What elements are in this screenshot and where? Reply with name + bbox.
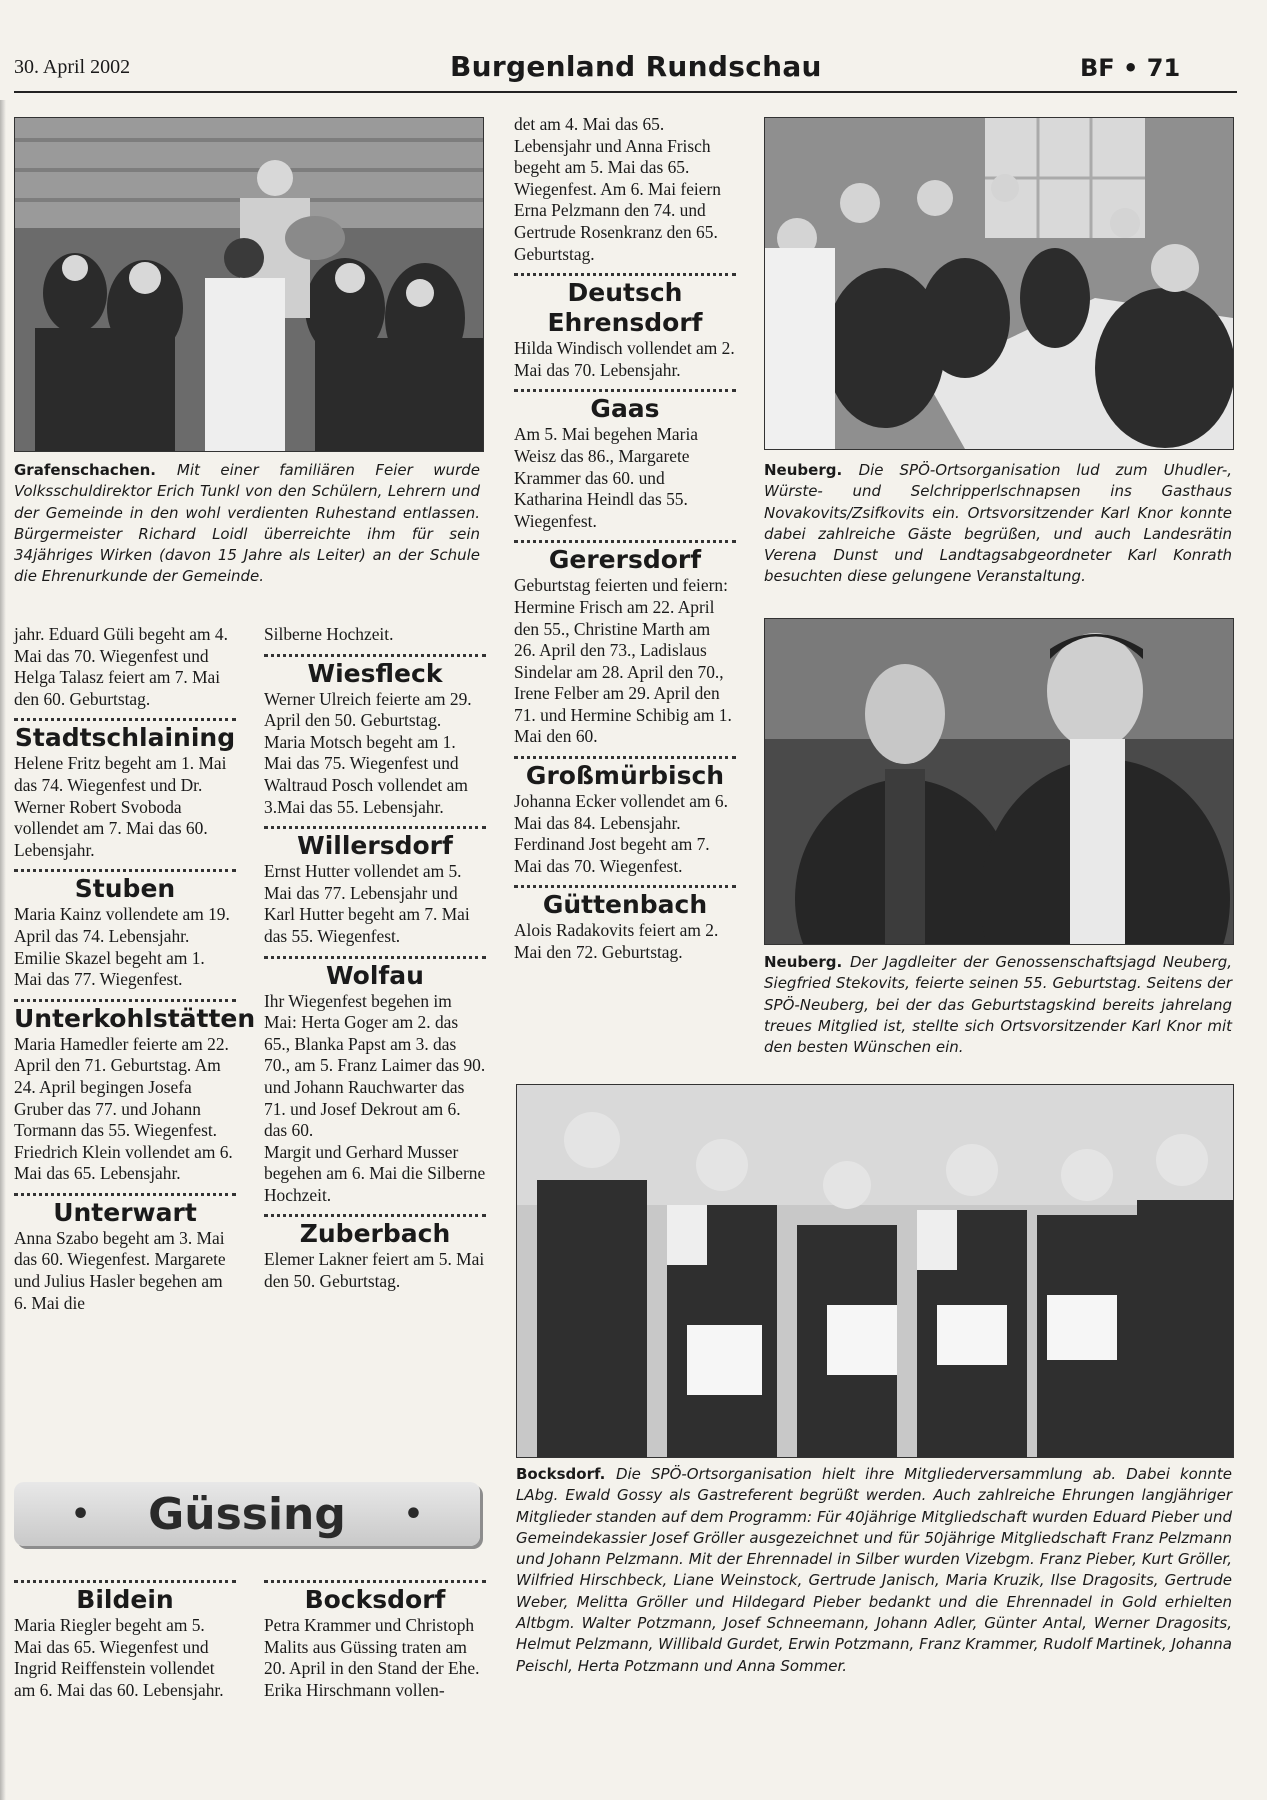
caption-grafenschachen: [14, 460, 480, 588]
photo-bocksdorf: [516, 1084, 1234, 1458]
column-bildein: [14, 1572, 236, 1701]
article-text: Geburtstag feierten und feiern: Hermine Frisch am 22. April den 55., Christine Marth am 26. April den 73., Ladislaus Sindelar am 28. April den 70., Irene Felber am 29. April den 71. und Hermine Schibig am 1. Mai den 60.: [514, 575, 732, 747]
article-text: Helene Fritz begeht am 1. Mai das 74. Wiegenfest und Dr. Werner Robert Svoboda vollendet am 7. Mai das 60. Lebensjahr.: [14, 753, 227, 860]
region-title: Güssing: [148, 1488, 346, 1540]
article-text: Petra Krammer und Christoph Malits aus Güssing traten am 20. April in den Stand der Ehe.: [264, 1615, 480, 1679]
dotted-divider: [264, 1580, 486, 1583]
section-heading: Großmürbisch: [525, 761, 725, 791]
section-heading: Zuberbach: [299, 1219, 451, 1249]
section-heading: Bocksdorf: [304, 1585, 446, 1614]
column-1: [14, 624, 256, 1314]
caption-place: Neuberg.: [764, 461, 859, 479]
page-number: BF • 71: [1080, 54, 1181, 82]
dotted-divider: [264, 1214, 486, 1217]
article-text: Anna Szabo begeht am 3. Mai das 60. Wiegenfest. Margarete und Julius Hasler begehen am 6. Mai die: [14, 1227, 226, 1313]
dotted-divider: [514, 885, 736, 888]
dotted-divider: [264, 956, 486, 959]
article-text: Maria Motsch begeht am 1. Mai das 75. Wiegenfest und Waltraud Posch vollendet am 3.Mai das 55. Lebensjahr.: [264, 731, 468, 817]
section-heading: Wiesfleck: [307, 658, 443, 688]
article-text: Ihr Wiegenfest begehen im Mai: Herta Goger am 2. das 65., Blanka Papst am 3. das 70., am 5. Franz Laimer das 90. und Johann Rauchwarter das 71. und Josef Dekrout am 6. das 60.: [264, 990, 486, 1141]
caption-bocksdorf: [516, 1464, 1232, 1677]
section-heading: Wolfau: [326, 960, 424, 990]
article-text: jahr. Eduard Güli begeht am 4. Mai das 70. Wiegenfest und Helga Talasz feiert am 7. Mai den 60. Geburtstag.: [14, 624, 228, 709]
article-text: Friedrich Klein vollendet am 6. Mai das 65. Lebensjahr.: [14, 1141, 233, 1184]
dotted-divider: [514, 389, 736, 392]
caption-neuberg-jagdleiter: [764, 952, 1232, 1058]
column-bocksdorf: [264, 1572, 486, 1701]
section-heading: Willersdorf: [297, 831, 453, 861]
article-text: Alois Radakovits feiert am 2. Mai den 72. Geburtstag.: [514, 920, 719, 963]
caption-text: Die SPÖ-Ortsorganisation hielt ihre Mitgliederversammlung ab. Dabei konnte LAbg. Ewald Gossy als Gastreferent begrüßt werden. Auch zahlreiche Ehrungen langjähriger Mitglieder standen auf dem Programm: Für 40jährige Mitgliedschaft wurden Eduard Pieber und Gemeindekassier Josef Gröller ausgezeichnet und für 50jährige Mitgliedschaft Franz Pelzmann und Johann Pelzmann. Mit der Ehrennadel in Silber wurden Vizebgm. Franz Pieber, Kurt Gröller, Wilfried Hirschbeck, Liane Weinstock, Gertrude Janisch, Maria Kruzik, Ilse Dragosits, Gertrude Weber, Melitta Gröller und Hildegard Pieber bedankt und die Ehrennadel in Gold erhielten Altbgm. Walter Potzmann, Josef Schneemann, Johann Adler, Günter Antal, Werner Dragosits, Helmut Pelzmann, Willibald Gurdet, Erwin Potzmann, Franz Krammer, Rudolf Martinek, Johanna Peischl, Herta Potzmann und Anna Sommer.: [516, 1465, 1232, 1675]
bullet-icon: •: [70, 1496, 91, 1532]
dotted-divider: [14, 718, 236, 721]
scan-edge: [0, 100, 6, 1800]
dotted-divider: [14, 1580, 236, 1583]
photo-neuberg-jagdleiter: [764, 618, 1234, 945]
caption-neuberg-schnapsen: [764, 460, 1232, 588]
caption-place: Grafenschachen.: [14, 461, 177, 479]
article-text: Margit und Gerhard Musser begehen am 6. Mai die Silberne Hochzeit.: [264, 1141, 486, 1205]
dotted-divider: [14, 999, 236, 1002]
article-text: Johanna Ecker vollendet am 6. Mai das 84. Lebensjahr. Ferdinand Jost begeht am 7. Mai das 70. Wiegenfest.: [514, 791, 728, 876]
issue-date: 30. April 2002: [14, 56, 131, 78]
newspaper-title: Burgenland Rundschau: [450, 50, 822, 83]
article-text: Hilda Windisch vollendet am 2. Mai das 70. Lebensjahr.: [514, 338, 735, 380]
dotted-divider: [14, 869, 236, 872]
article-text: det am 4. Mai das 65. Lebensjahr und Anna Frisch begeht am 5. Mai das 65. Wiegenfest. Am 6. Mai feiern Erna Pelzmann den 74. und Gertrude Rosenkranz den 65. Geburtstag.: [514, 114, 721, 264]
caption-text: Der Jagdleiter der Genossenschaftsjagd Neuberg, Siegfried Stekovits, feierte seinen 55. Geburtstag. Seitens der SPÖ-Neuberg, bei der das Geburtstagskind bereits jahrelang treues Mitglied ist, stellte sich Ortsvorsitzender Karl Knor mit den besten Wünschen ein.: [764, 953, 1232, 1057]
caption-text: Die SPÖ-Ortsorganisation lud zum Uhudler-, Würste- und Selchripperlschnapsen ins Gasthaus Novakovits/Zsifkovits ein. Ortsvorsitzender Karl Knor konnte dabei zahlreiche Gäste begrüßen, und auch Landesrätin Verena Dunst und Landtagsabgeordneter Karl Konrath besuchten diese gelungene Veranstaltung.: [764, 461, 1233, 586]
section-heading: Güttenbach: [542, 890, 708, 920]
article-text: Silberne Hochzeit.: [264, 624, 394, 644]
article-text: Werner Ulreich feierte am 29. April den 50. Geburtstag.: [264, 688, 472, 731]
article-text: Maria Riegler begeht am 5. Mai das 65. Wiegenfest und Ingrid Reiffenstein vollendet am 6. Mai das 60. Lebensjahr.: [14, 1615, 224, 1700]
photo-grafenschachen: [14, 117, 484, 452]
caption-place: Neuberg.: [764, 953, 850, 971]
section-heading: Gerersdorf: [548, 545, 702, 575]
section-heading: Deutsch Ehrensdorf: [547, 278, 703, 338]
article-text: Am 5. Mai begehen Maria Weisz das 86., Margarete Krammer das 60. und Katharina Heindl das 55. Wiegenfest.: [514, 424, 698, 531]
caption-text: Mit einer familiären Feier wurde Volksschuldirektor Erich Tunkl von den Schülern, Lehrern und der Gemeinde in den wohl verdienten Ruhestand entlassen. Bürgermeister Richard Loidl überreichte ihm für sein 34jähriges Wirken (davon 15 Jahre als Leiter) an der Schule die Ehrenurkunde der Gemeinde.: [14, 461, 480, 586]
bullet-icon: •: [403, 1496, 424, 1532]
article-text: Maria Kainz vollendete am 19. April das 74. Lebensjahr.: [14, 904, 230, 946]
section-heading: Unterkohlstätten: [14, 1003, 256, 1033]
column-3: [514, 114, 736, 964]
caption-place: Bocksdorf.: [516, 1465, 616, 1483]
dotted-divider: [514, 273, 736, 276]
header-rule: [14, 91, 1237, 93]
article-text: Emilie Skazel begeht am 1. Mai das 77. Wiegenfest.: [14, 947, 205, 990]
section-heading: Bildein: [76, 1585, 174, 1614]
dotted-divider: [514, 540, 736, 543]
column-2: [264, 624, 486, 1293]
article-text: Maria Hamedler feierte am 22. April den 71. Geburtstag. Am 24. April begingen Josefa Gruber das 77. und Johann Tormann das 55. Wiegenfest.: [14, 1033, 229, 1141]
article-text: Erika Hirschmann vollen-: [264, 1679, 445, 1700]
dotted-divider: [264, 654, 486, 657]
article-text: Ernst Hutter vollendet am 5. Mai das 77. Lebensjahr und Karl Hutter begeht am 7. Mai das 55. Wiegenfest.: [264, 861, 470, 946]
region-banner-guessing: [14, 1482, 480, 1546]
dotted-divider: [14, 1193, 236, 1196]
photo-neuberg-schnapsen: [764, 117, 1234, 450]
section-heading: Unterwart: [53, 1197, 197, 1227]
article-text: Elemer Lakner feiert am 5. Mai den 50. Geburtstag.: [264, 1249, 485, 1292]
section-heading: Stadtschlaining: [14, 723, 236, 753]
section-heading: Stuben: [74, 874, 176, 904]
section-heading: Gaas: [590, 394, 660, 424]
dotted-divider: [264, 826, 486, 829]
dotted-divider: [514, 756, 736, 759]
